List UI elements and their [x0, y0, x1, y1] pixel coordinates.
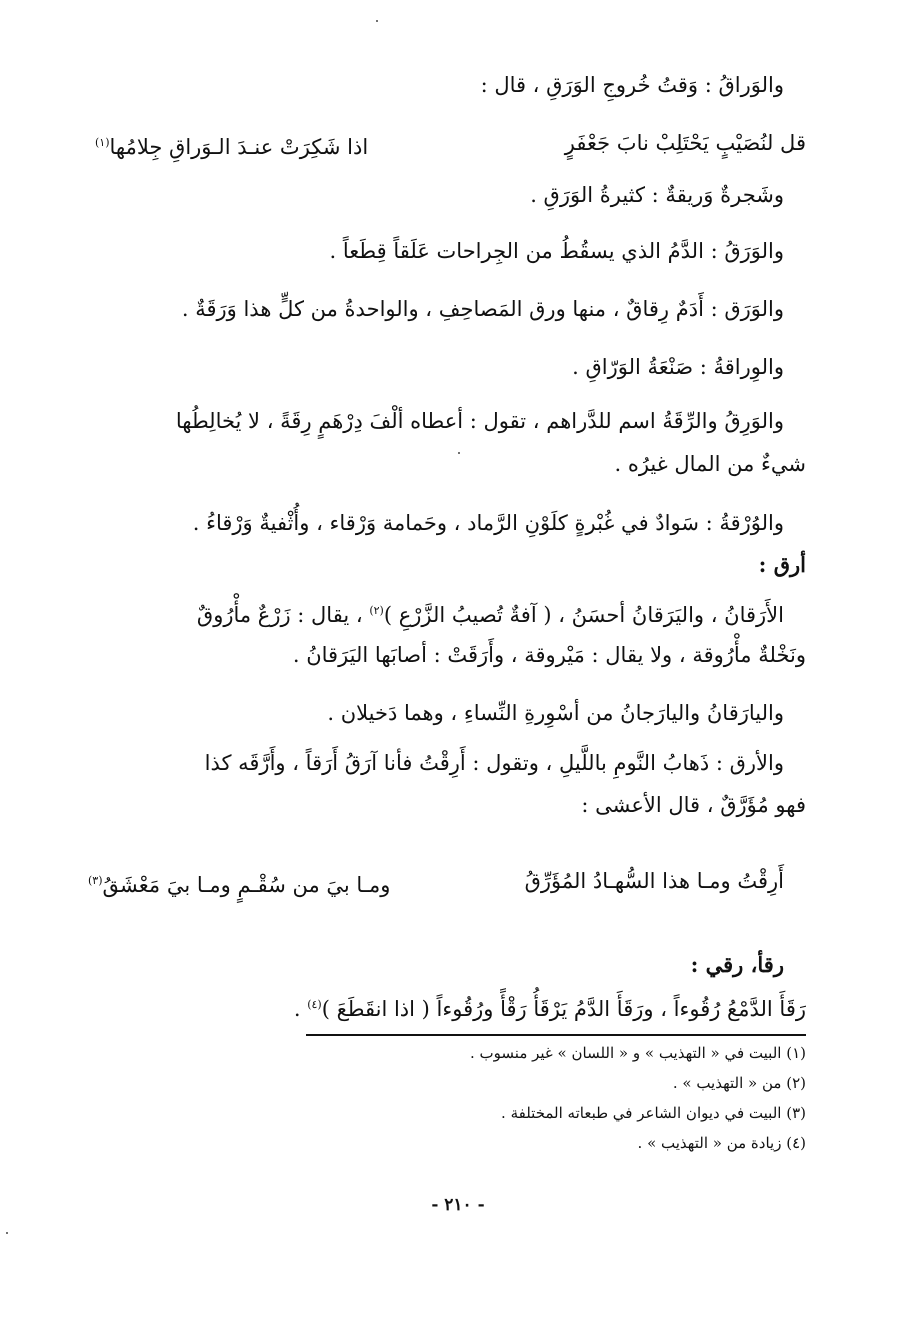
footnote: (٣) البيت في ديوان الشاعر في طبعاته المختلفة .	[501, 1104, 806, 1122]
text-line: والأرق : ذَهابُ النَّومِ باللَّيلِ ، وتقول : أَرِقْتُ فأنا آرَقُ أَرَقاً ، وأَرَّقَه كذا	[204, 751, 784, 775]
text-line: والوِراقةُ : صَنْعَةُ الوَرّاقِ .	[572, 355, 784, 379]
text-line: والوَراقُ : وَقتُ خُروجِ الوَرَقِ ، قال :	[480, 73, 784, 97]
text-line: شيءٌ من المال غيرُه .	[614, 452, 806, 476]
entry-heading: رقأ، رقي :	[690, 952, 784, 977]
scan-speck	[458, 452, 460, 454]
footnote: (٢) من « التهذيب » .	[672, 1074, 806, 1092]
entry-heading: أرق :	[758, 552, 806, 577]
footnote: (١) البيت في « التهذيب » و « اللسان » غير منسوب .	[470, 1044, 806, 1062]
footnote-marker: (٤)	[307, 998, 322, 1011]
text-line: والوَرَقُ : الدَّمُ الذي يسقُطُ من الجِراحات عَلَقاً قِطَعاً .	[329, 239, 784, 263]
text-line: واليارَقانُ واليارَجانُ من أسْوِرةِ النِّساءِ ، وهما دَخيلان .	[327, 701, 784, 725]
scan-speck	[376, 20, 378, 22]
verse-hemistich-left: ومـا بيَ من سُقْـمٍ ومـا بيَ مَعْشَقُ$^{(٣)}$	[88, 873, 391, 897]
text-line: الأَرَقانُ ، واليَرَقانُ أحسَنُ ، ( آفةٌ تُصيبُ الزَّرْعِ )$^{(٢)}$ ، يقال : زَرْعٌ مأْرُوقٌ	[196, 603, 784, 627]
verse-hemistich-left: اذا شَكِرَتْ عنـدَ الـوَراقِ جِلامُها$^{(١)}$	[95, 135, 369, 159]
text-line: والوُرْقةُ : سَوادٌ في غُبْرةٍ كلَوْنِ الرَّماد ، وحَمامة وَرْقاء ، وأُثْفيةٌ وَرْقاءُ .	[192, 511, 784, 535]
text-line: والوَرَق : أَدَمٌ رِقاقٌ ، منها ورق المَصاحِفِ ، والواحدةُ من كلٍّ هذا وَرَقَةٌ .	[181, 297, 784, 321]
footnote-marker: (٣)	[88, 874, 103, 887]
text-line: رَقَأَ الدَّمْعُ رُقُوءاً ، ورَقَأَ الدَّمُ يَرْقَأُ رَقْأً ورُقُوءاً ( اذا انقَطَعَ )$^{(٤)}$ .	[293, 997, 806, 1021]
page-number: - ٢١٠ -	[431, 1195, 485, 1215]
text-line: ونَخْلةٌ مأْرُوقة ، ولا يقال : مَيْروقة ، وأَرَقَتْ : أصابَها اليَرَقانُ .	[292, 643, 806, 667]
footnote-rule	[306, 1034, 806, 1036]
text-line: وشَجرةٌ وَريقةٌ : كثيرةُ الوَرَقِ .	[530, 183, 784, 207]
verse-hemistich-right: قل لنُصَيْبٍ يَحْتَلِبْ نابَ جَعْفَرٍ	[564, 131, 806, 155]
footnote: (٤) زيادة من « التهذيب » .	[637, 1134, 806, 1152]
text-line: فهو مُؤَرَّقٌ ، قال الأعشى :	[581, 793, 806, 817]
text-line: والوَرِقُ والرِّقَةُ اسم للدَّراهم ، تقول : أعطاه ألْفَ دِرْهَمٍ رِقَةً ، لا يُخالِطُها	[175, 409, 784, 433]
scan-speck	[6, 1232, 8, 1234]
footnote-marker: (١)	[95, 136, 110, 149]
verse-hemistich-right: أَرِقْتُ ومـا هذا السُّهـادُ المُؤَرِّقُ	[524, 869, 784, 893]
footnote-marker: (٢)	[369, 604, 384, 617]
